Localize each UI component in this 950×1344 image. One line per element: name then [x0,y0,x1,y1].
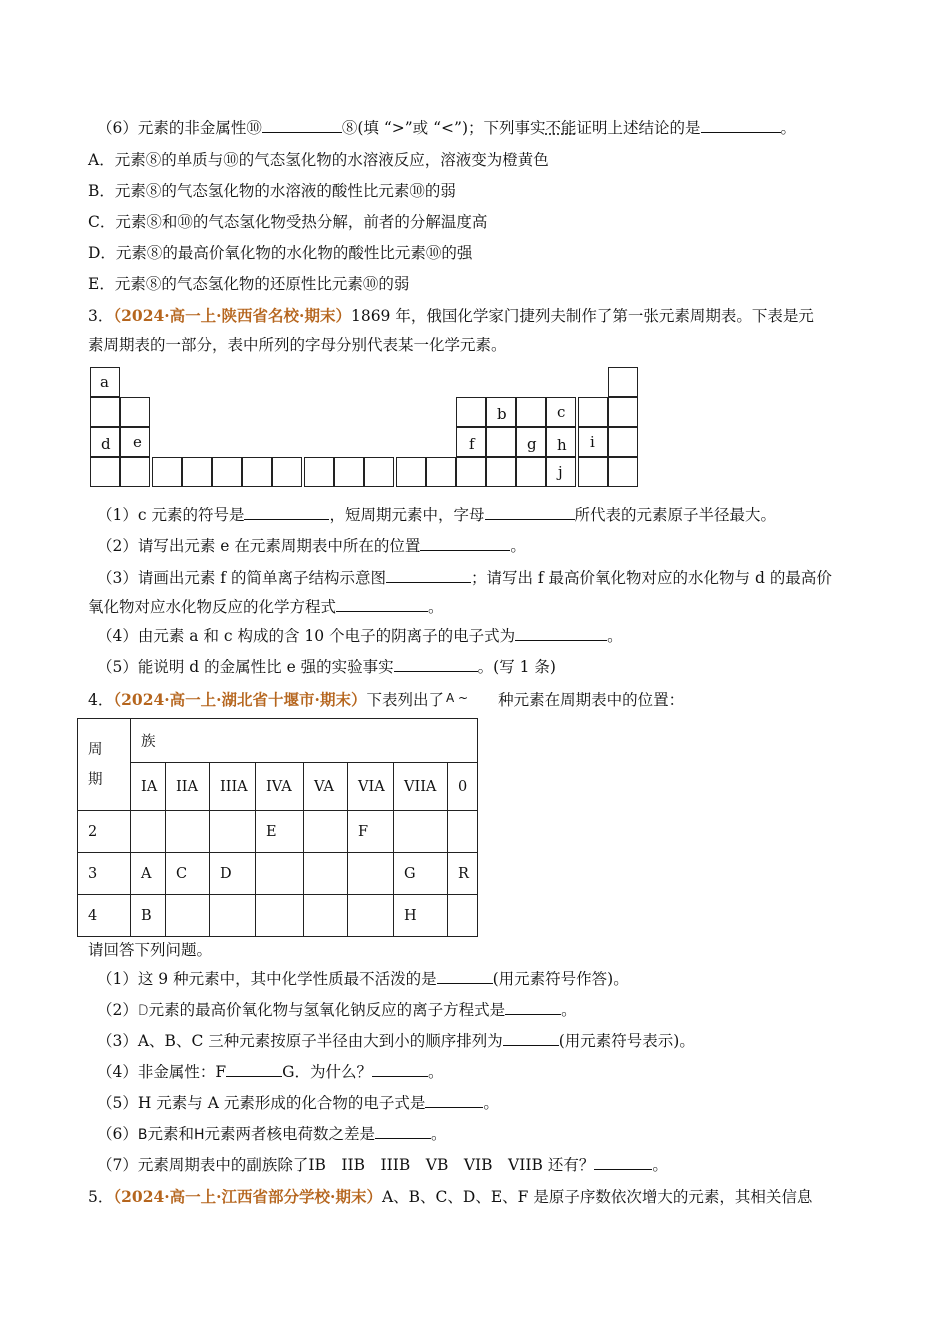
element-cell [448,811,478,853]
emphasis-text: 不能 [545,119,577,137]
pt-cell [120,397,150,427]
element-position-table [77,718,478,937]
pt-cell [396,457,426,487]
answer-blank[interactable] [244,505,329,520]
pt-cell [456,397,486,427]
element-cell: G [394,853,448,895]
element-cell: C [166,853,210,895]
answer-blank[interactable] [372,1062,428,1077]
q3-item4: （4）由元素 a 和 c 构成的含 10 个电子的阴离子的电子式为 。 [97,627,623,645]
pt-cell [272,457,302,487]
answer-blank[interactable] [226,1062,282,1077]
pt-cell-e: e [120,427,150,457]
q3-intro: 素周期表的一部分，表中所列的字母分别代表某一化学元素。 [88,336,507,354]
pt-cell [608,397,638,427]
q4-item2: （2）D元素的最高价氧化物与氢氧化钠反应的离子方程式是 。 [97,1001,577,1019]
pt-cell-c: c [546,397,576,427]
q3-item1: （1）c 元素的符号是 ，短周期元素中，字母 所代表的元素原子半径最大。 [97,506,777,524]
q4-item6: （6）B元素和H元素两者核电荷数之差是 。 [97,1125,447,1143]
element-cell: D [210,853,256,895]
q4-item4: （4）非金属性：F G．为什么？ 。 [97,1063,444,1081]
q3-item5: （5）能说明 d 的金属性比 e 强的实验事实 。(写 1 条) [97,658,556,676]
pt-cell [486,427,516,457]
element-cell [210,811,256,853]
q4-item7: （7）元素周期表中的副族除了ⅠB IIB IIIB VB VIB VIIB 还有？ 。 [97,1156,668,1174]
pt-cell [608,367,638,397]
element-cell [256,853,304,895]
option-a: A．元素⑧的单质与⑩的气态氢化物的水溶液反应，溶液变为橙黄色 [88,151,549,169]
group-label: IA [131,763,166,811]
pt-cell [364,457,394,487]
element-cell [210,895,256,937]
pt-cell [426,457,456,487]
pt-cell [90,397,120,427]
answer-blank[interactable] [420,536,510,551]
element-cell [131,811,166,853]
element-cell: E [256,811,304,853]
element-cell: B [131,895,166,937]
pt-cell-d: d [90,427,120,457]
q4-item5: （5）H 元素与 A 元素形成的化合物的电子式是 。 [97,1094,499,1112]
pt-cell [334,457,364,487]
pt-cell [578,457,608,487]
group-label: IIIA [210,763,256,811]
period-number: 4 [78,895,131,937]
element-cell: R [448,853,478,895]
group-label: VIA [348,763,394,811]
answer-blank[interactable] [701,118,781,133]
option-b: B．元素⑧的气态氢化物的水溶液的酸性比元素⑩的弱 [88,182,456,200]
pt-cell-b: b [486,397,516,427]
option-c: C．元素⑧和⑩的气态氢化物受热分解，前者的分解温度高 [88,213,488,231]
answer-blank[interactable] [375,1124,431,1139]
pt-cell [212,457,242,487]
pt-cell [304,457,334,487]
pt-cell [242,457,272,487]
group-label: 0 [448,763,478,811]
option-d: D．元素⑧的最高价氧化物的水化物的酸性比元素⑩的强 [88,244,473,262]
element-cell [166,811,210,853]
q3-item3-cont: 氧化物对应水化物反应的化学方程式 。 [88,598,444,616]
pt-cell [90,457,120,487]
element-cell: H [394,895,448,937]
pt-cell [152,457,182,487]
answer-blank[interactable] [594,1155,652,1170]
answer-blank[interactable] [505,1000,561,1015]
answer-blank[interactable] [437,969,493,984]
answer-blank[interactable] [386,568,471,583]
q4-prompt: 请回答下列问题。 [88,941,213,959]
q2-item6: （6）元素的非金属性⑩ ⑧(填 “>”或 “<”)；下列事实不能证明上述结论的是 。 [97,119,797,137]
period-number: 2 [78,811,131,853]
element-cell [166,895,210,937]
element-cell [304,895,348,937]
question-source: （2024·高一上·湖北省十堰市·期末） [113,690,367,709]
group-labels-row [78,763,478,811]
element-cell: F [348,811,394,853]
pt-cell [120,457,150,487]
pt-cell [456,457,486,487]
question-source: （2024·高一上·江西省部分学校·期末） [113,1187,382,1206]
table-row [78,811,478,853]
element-cell [256,895,304,937]
periodic-table-fragment [90,367,640,491]
pt-cell [608,427,638,457]
q3-item2: （2）请写出元素 e 在元素周期表中所在的位置 。 [97,537,526,555]
q4-item1: （1）这 9 种元素中，其中化学性质最不活泼的是 (用元素符号作答)。 [97,970,629,988]
period-header: 周 期 [78,719,131,811]
group-label: IIA [166,763,210,811]
pt-cell [182,457,212,487]
element-cell [348,895,394,937]
group-header: 族 [131,719,478,763]
table-row [78,853,478,895]
element-cell: A [131,853,166,895]
pt-cell [516,397,546,427]
answer-blank[interactable] [503,1031,559,1046]
q3-header: 3．（2024·高一上·陕西省名校·期末）1869 年，俄国化学家门捷列夫制作了第一张元素周期表。下表是元 [88,306,814,325]
answer-blank[interactable] [394,657,478,672]
pt-cell-h: h [546,427,576,457]
answer-blank[interactable] [425,1093,483,1108]
answer-blank[interactable] [485,505,575,520]
pt-cell [578,397,608,427]
element-cell [304,853,348,895]
pt-cell-a: a [90,367,120,397]
pt-cell-g: g [516,427,546,457]
element-cell [348,853,394,895]
pt-cell-i: i [578,427,608,457]
q3-item3: （3）请画出元素 f 的简单离子结构示意图 ；请写出 f 最高价氧化物对应的水化物与 d 的最高价 [97,569,832,587]
answer-blank[interactable] [515,626,607,641]
pt-cell [608,457,638,487]
answer-blank[interactable] [262,118,342,133]
answer-blank[interactable] [336,597,428,612]
q4-header: 4．（2024·高一上·湖北省十堰市·期末）下表列出了 A ~ 种元素在周期表中的位置： [88,690,685,709]
period-number: 3 [78,853,131,895]
question-source: （2024·高一上·陕西省名校·期末） [113,306,351,325]
element-cell [394,811,448,853]
pt-cell [516,457,546,487]
group-label: VIIA [394,763,448,811]
element-cell [448,895,478,937]
table-row [78,895,478,937]
pt-cell-f: f [456,427,486,457]
pt-cell-j: j [546,457,576,487]
group-label: IVA [256,763,304,811]
pt-cell [486,457,516,487]
option-e: E．元素⑧的气态氢化物的还原性比元素⑩的弱 [88,275,410,293]
q5-header: 5．（2024·高一上·江西省部分学校·期末）A、B、C、D、E、F 是原子序数依次增大的元素，其相关信息 [88,1187,813,1206]
element-cell [304,811,348,853]
q4-item3: （3）A、B、C 三种元素按原子半径由大到小的顺序排列为 (用元素符号表示)。 [97,1032,695,1050]
group-label: VA [304,763,348,811]
